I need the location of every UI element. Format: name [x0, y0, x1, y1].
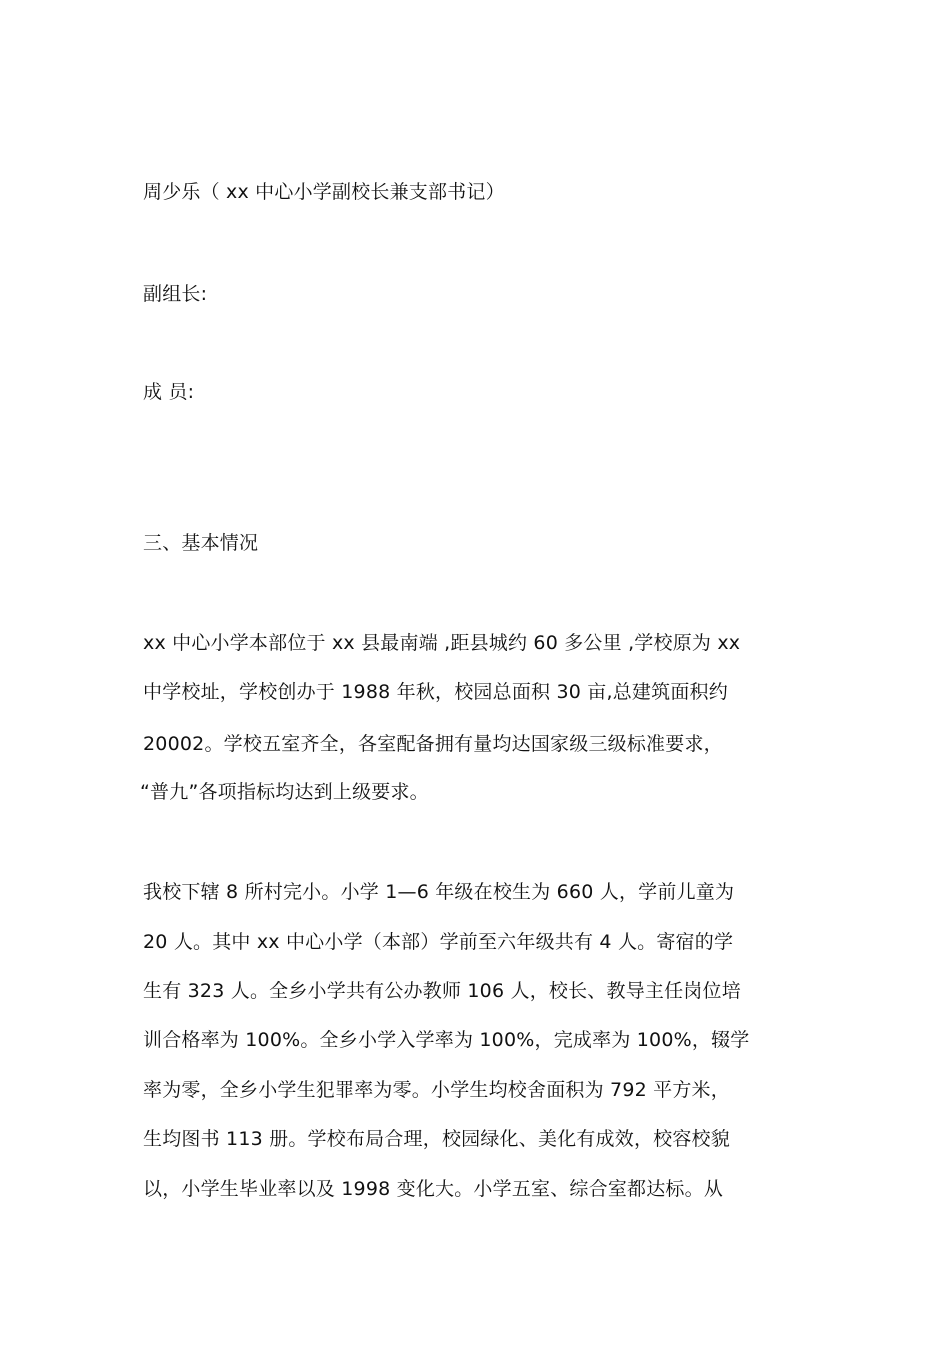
paragraph1-line-3: 20002。学校五室齐全，各室配备拥有量均达国家级三级标准要求，	[143, 733, 723, 755]
header-line-members: 成 员:	[143, 381, 195, 403]
header-line-deputy-leader: 副组长:	[143, 283, 208, 305]
paragraph2-line-4: 训合格率为 100%。全乡小学入学率为 100%，完成率为 100%，辍学	[143, 1029, 750, 1051]
paragraph2-line-2: 20 人。其中 xx 中心小学（本部）学前至六年级共有 4 人。寄宿的学	[143, 931, 734, 953]
paragraph2-line-1: 我校下辖 8 所村完小。小学 1—6 年级在校生为 660 人，学前儿童为	[143, 881, 735, 903]
paragraph1-line-2: 中学校址，学校创办于 1988 年秋，校园总面积 30 亩,总建筑面积约	[143, 681, 728, 703]
paragraph2-line-7: 以，小学生毕业率以及 1998 变化大。小学五室、综合室都达标。从	[143, 1178, 724, 1200]
paragraph1-line-1: xx 中心小学本部位于 xx 县最南端 ,距县城约 60 多公里 ,学校原为 xx	[143, 632, 741, 654]
paragraph1-line-4: “普九”各项指标均达到上级要求。	[140, 781, 429, 803]
paragraph2-line-6: 生均图书 113 册。学校布局合理，校园绿化、美化有成效，校容校貌	[143, 1128, 730, 1150]
header-line-leader: 周少乐（ xx 中心小学副校长兼支部书记）	[143, 181, 505, 203]
paragraph2-line-5: 率为零，全乡小学生犯罪率为零。小学生均校舍面积为 792 平方米，	[143, 1079, 730, 1101]
paragraph2-line-3: 生有 323 人。全乡小学共有公办教师 106 人，校长、教导主任岗位培	[143, 980, 741, 1002]
section-title: 三、基本情况	[143, 532, 259, 554]
